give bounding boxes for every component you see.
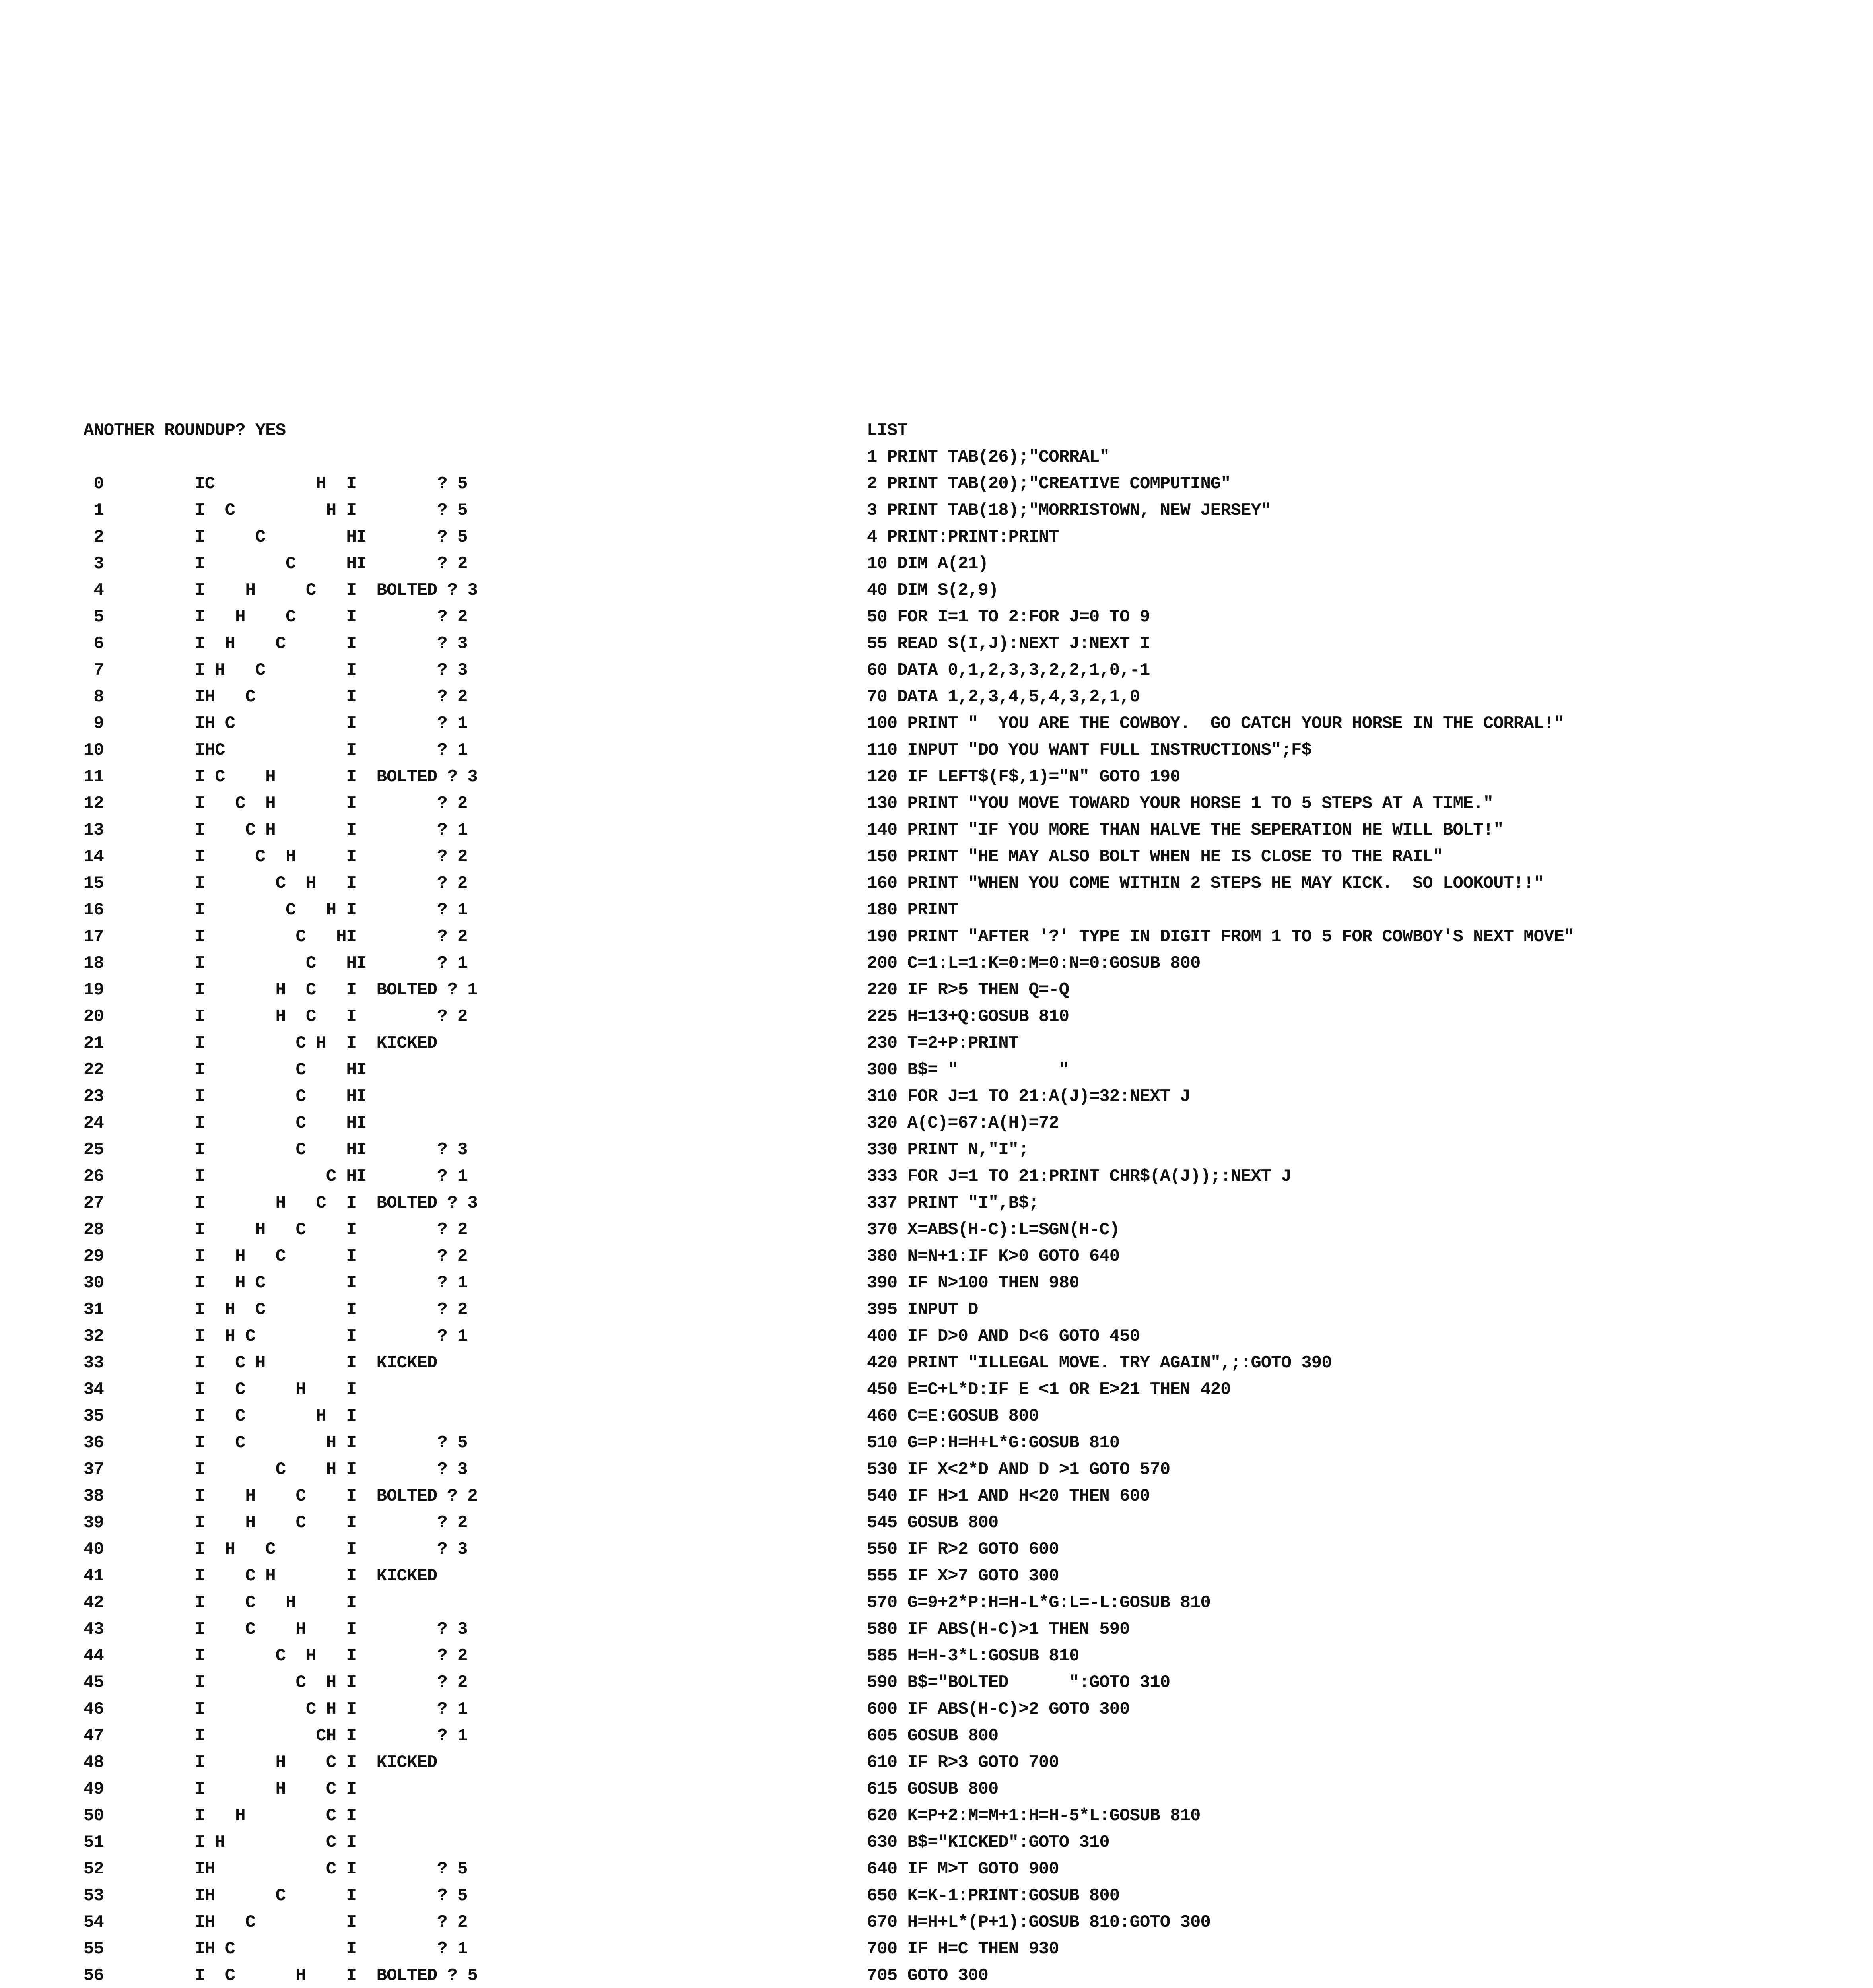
run-blank-line <box>84 444 879 471</box>
run-output-line: 31 I H C I ? 2 <box>84 1300 468 1320</box>
run-output-line: 32 I H C I ? 1 <box>84 1326 468 1346</box>
run-output-line: 26 I C HI ? 1 <box>84 1167 468 1186</box>
code-line: 390 IF N>100 THEN 980 <box>867 1273 1079 1293</box>
run-output-line: 52 IH C I ? 5 <box>84 1859 468 1879</box>
run-output-line: 8 IH C I ? 2 <box>84 687 468 707</box>
code-line: 705 GOTO 300 <box>867 1966 988 1986</box>
code-line: 225 H=13+Q:GOSUB 810 <box>867 1007 1069 1027</box>
code-line: 55 READ S(I,J):NEXT J:NEXT I <box>867 634 1150 654</box>
code-line: 460 C=E:GOSUB 800 <box>867 1406 1039 1426</box>
run-output-line: 38 I H C I BOLTED ? 2 <box>84 1486 478 1506</box>
run-output-line: 43 I C H I ? 3 <box>84 1619 468 1639</box>
code-line: 330 PRINT N,"I"; <box>867 1140 1029 1160</box>
run-output-line: 2 I C HI ? 5 <box>84 527 468 547</box>
code-line: 4 PRINT:PRINT:PRINT <box>867 527 1059 547</box>
run-output-line: 56 I C H I BOLTED ? 5 <box>84 1966 478 1986</box>
code-line: 420 PRINT "ILLEGAL MOVE. TRY AGAIN",;:GOTO 390 <box>867 1353 1332 1373</box>
run-output-line: 24 I C HI <box>84 1113 367 1133</box>
run-output-line: 14 I C H I ? 2 <box>84 847 468 867</box>
run-output-line: 6 I H C I ? 3 <box>84 634 468 654</box>
run-output-line: 46 I C H I ? 1 <box>84 1699 468 1719</box>
code-line: 40 DIM S(2,9) <box>867 580 999 600</box>
code-line: 605 GOSUB 800 <box>867 1726 999 1746</box>
code-line: 380 N=N+1:IF K>0 GOTO 640 <box>867 1246 1120 1266</box>
code-line: 450 E=C+L*D:IF E <1 OR E>21 THEN 420 <box>867 1380 1231 1400</box>
run-output-line: 18 I C HI ? 1 <box>84 953 468 973</box>
run-output-line: 3 I C HI ? 2 <box>84 554 468 574</box>
code-line: 530 IF X<2*D AND D >1 GOTO 570 <box>867 1460 1170 1479</box>
run-output-line: 48 I H C I KICKED <box>84 1753 437 1773</box>
run-output-line: 12 I C H I ? 2 <box>84 794 468 813</box>
run-output-line: 37 I C H I ? 3 <box>84 1460 468 1479</box>
run-output-line: 29 I H C I ? 2 <box>84 1246 468 1266</box>
code-line: 150 PRINT "HE MAY ALSO BOLT WHEN HE IS CLOSE TO THE RAIL" <box>867 847 1443 867</box>
run-output-line: 15 I C H I ? 2 <box>84 874 468 893</box>
code-line: 545 GOSUB 800 <box>867 1513 999 1533</box>
sample-run-output <box>84 417 879 1988</box>
run-output-line: 53 IH C I ? 5 <box>84 1886 468 1906</box>
run-output-line: 1 I C H I ? 5 <box>84 501 468 520</box>
run-output-line: 27 I H C I BOLTED ? 3 <box>84 1193 478 1213</box>
run-output-line: 39 I H C I ? 2 <box>84 1513 468 1533</box>
run-output-line: 45 I C H I ? 2 <box>84 1673 468 1693</box>
code-line: 615 GOSUB 800 <box>867 1779 999 1799</box>
code-line: 540 IF H>1 AND H<20 THEN 600 <box>867 1486 1150 1506</box>
run-output-line: 22 I C HI <box>84 1060 367 1080</box>
code-line: 110 INPUT "DO YOU WANT FULL INSTRUCTIONS";F$ <box>867 740 1311 760</box>
code-line: 160 PRINT "WHEN YOU COME WITHIN 2 STEPS HE MAY KICK. SO LOOKOUT!!" <box>867 874 1544 893</box>
code-lines <box>867 417 1853 1988</box>
code-line: 200 C=1:L=1:K=0:M=0:N=0:GOSUB 800 <box>867 953 1201 973</box>
code-line: 190 PRINT "AFTER '?' TYPE IN DIGIT FROM 1 TO 5 FOR COWBOY'S NEXT MOVE" <box>867 927 1574 947</box>
run-output-line: 4 I H C I BOLTED ? 3 <box>84 580 478 600</box>
code-line: 320 A(C)=67:A(H)=72 <box>867 1113 1059 1133</box>
code-line: 550 IF R>2 GOTO 600 <box>867 1540 1059 1559</box>
code-line: 650 K=K-1:PRINT:GOSUB 800 <box>867 1886 1120 1906</box>
run-output-line: 36 I C H I ? 5 <box>84 1433 468 1453</box>
code-line: 555 IF X>7 GOTO 300 <box>867 1566 1059 1586</box>
code-line: 50 FOR I=1 TO 2:FOR J=0 TO 9 <box>867 607 1150 627</box>
code-line: LIST <box>867 421 907 441</box>
run-output-line: 9 IH C I ? 1 <box>84 714 468 734</box>
code-line: 585 H=H-3*L:GOSUB 810 <box>867 1646 1079 1666</box>
run-output-line: 21 I C H I KICKED <box>84 1033 437 1053</box>
run-output-line: 17 I C HI ? 2 <box>84 927 468 947</box>
code-line: 370 X=ABS(H-C):L=SGN(H-C) <box>867 1220 1120 1240</box>
code-line: 1 PRINT TAB(26);"CORRAL" <box>867 447 1109 467</box>
code-line: 60 DATA 0,1,2,3,3,2,2,1,0,-1 <box>867 660 1150 680</box>
run-rows <box>84 471 879 1988</box>
run-output-line: 54 IH C I ? 2 <box>84 1912 468 1932</box>
run-output-line: 16 I C H I ? 1 <box>84 900 468 920</box>
code-line: 337 PRINT "I",B$; <box>867 1193 1039 1213</box>
code-line: 2 PRINT TAB(20);"CREATIVE COMPUTING" <box>867 474 1231 494</box>
run-output-line: 47 I CH I ? 1 <box>84 1726 468 1746</box>
run-output-line: 49 I H C I <box>84 1779 356 1799</box>
code-line: 570 G=9+2*P:H=H-L*G:L=-L:GOSUB 810 <box>867 1593 1210 1613</box>
code-line: 230 T=2+P:PRINT <box>867 1033 1019 1053</box>
code-line: 670 H=H+L*(P+1):GOSUB 810:GOTO 300 <box>867 1912 1210 1932</box>
run-output-line: 5 I H C I ? 2 <box>84 607 468 627</box>
code-line: 220 IF R>5 THEN Q=-Q <box>867 980 1069 1000</box>
run-output-line: 40 I H C I ? 3 <box>84 1540 468 1559</box>
run-output-line: 0 IC H I ? 5 <box>84 474 468 494</box>
code-line: 610 IF R>3 GOTO 700 <box>867 1753 1059 1773</box>
run-output-line: 11 I C H I BOLTED ? 3 <box>84 767 478 787</box>
run-output-line: 30 I H C I ? 1 <box>84 1273 468 1293</box>
code-line: 510 G=P:H=H+L*G:GOSUB 810 <box>867 1433 1120 1453</box>
run-output-line: 34 I C H I <box>84 1380 356 1400</box>
run-output-line: 55 IH C I ? 1 <box>84 1939 468 1959</box>
code-line: 620 K=P+2:M=M+1:H=H-5*L:GOSUB 810 <box>867 1806 1201 1826</box>
run-output-line: 23 I C HI <box>84 1087 367 1107</box>
run-output-line: 7 I H C I ? 3 <box>84 660 468 680</box>
run-output-line: 33 I C H I KICKED <box>84 1353 437 1373</box>
code-line: 590 B$="BOLTED ":GOTO 310 <box>867 1673 1170 1693</box>
code-line: 70 DATA 1,2,3,4,5,4,3,2,1,0 <box>867 687 1140 707</box>
code-line: 630 B$="KICKED":GOTO 310 <box>867 1833 1109 1852</box>
code-line: 333 FOR J=1 TO 21:PRINT CHR$(A(J));:NEXT J <box>867 1167 1291 1186</box>
code-line: 640 IF M>T GOTO 900 <box>867 1859 1059 1879</box>
code-line: 140 PRINT "IF YOU MORE THAN HALVE THE SEPERATION HE WILL BOLT!" <box>867 820 1504 840</box>
code-line: 130 PRINT "YOU MOVE TOWARD YOUR HORSE 1 TO 5 STEPS AT A TIME." <box>867 794 1494 813</box>
run-output-line: 35 I C H I <box>84 1406 356 1426</box>
code-line: 700 IF H=C THEN 930 <box>867 1939 1059 1959</box>
run-output-line: 19 I H C I BOLTED ? 1 <box>84 980 478 1000</box>
run-output-line: 20 I H C I ? 2 <box>84 1007 468 1027</box>
code-line: 580 IF ABS(H-C)>1 THEN 590 <box>867 1619 1130 1639</box>
code-line: 400 IF D>0 AND D<6 GOTO 450 <box>867 1326 1140 1346</box>
code-line: 600 IF ABS(H-C)>2 GOTO 300 <box>867 1699 1130 1719</box>
run-output-line: 13 I C H I ? 1 <box>84 820 468 840</box>
code-line: 300 B$= " " <box>867 1060 1069 1080</box>
run-output-line: 28 I H C I ? 2 <box>84 1220 468 1240</box>
code-line: 120 IF LEFT$(F$,1)="N" GOTO 190 <box>867 767 1180 787</box>
run-output-line: 25 I C HI ? 3 <box>84 1140 468 1160</box>
run-output-line: 51 I H C I <box>84 1833 356 1852</box>
run-output-line: 10 IHC I ? 1 <box>84 740 468 760</box>
code-line: 395 INPUT D <box>867 1300 978 1320</box>
code-line: 180 PRINT <box>867 900 958 920</box>
run-output-line: 50 I H C I <box>84 1806 356 1826</box>
code-line: 310 FOR J=1 TO 21:A(J)=32:NEXT J <box>867 1087 1190 1107</box>
code-line: 100 PRINT " YOU ARE THE COWBOY. GO CATCH YOUR HORSE IN THE CORRAL!" <box>867 714 1564 734</box>
run-output-line: 44 I C H I ? 2 <box>84 1646 468 1666</box>
program-listing <box>867 417 1853 1988</box>
run-output-line: 41 I C H I KICKED <box>84 1566 437 1586</box>
code-line: 10 DIM A(21) <box>867 554 988 574</box>
code-line: 3 PRINT TAB(18);"MORRISTOWN, NEW JERSEY" <box>867 501 1271 520</box>
run-header: ANOTHER ROUNDUP? YES <box>84 421 286 441</box>
run-output-line: 42 I C H I <box>84 1593 356 1613</box>
